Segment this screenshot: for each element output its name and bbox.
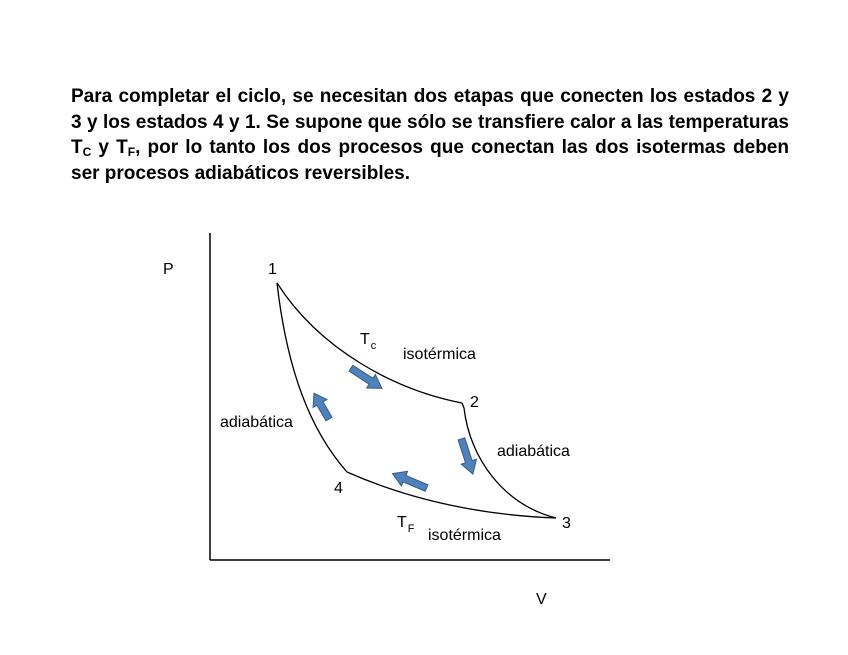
isotherm-hot-end-tick <box>462 403 464 408</box>
cold-temp-sub: F <box>407 523 415 535</box>
state-1-label: 1 <box>268 261 277 278</box>
hot-isotherm-label: isotérmica <box>403 346 476 363</box>
y-axis-label: P <box>163 261 174 278</box>
hot-temp-main: T <box>360 331 370 348</box>
subscript-f: F <box>127 145 136 159</box>
arrow-2-to-3 <box>454 436 481 476</box>
adiabat-left-curve <box>277 283 347 472</box>
right-adiabat-label: adiabática <box>497 443 570 460</box>
cold-temp-main: T <box>397 514 407 531</box>
hot-temperature-label <box>360 331 377 352</box>
x-axis-label: V <box>536 591 547 608</box>
paragraph-text-1: Para completar el ciclo, se necesitan dos etapas que conecten los estados 2 y 3 y los estados 4 y 1. Se supone que sólo se transfiere calor a las temperaturas T <box>71 86 789 158</box>
subscript-c: C <box>82 145 92 159</box>
state-2-label: 2 <box>470 394 479 411</box>
state-4-label: 4 <box>334 480 343 497</box>
cold-temperature-label <box>397 514 415 535</box>
state-3-label: 3 <box>562 515 571 532</box>
paragraph-text-3: , por lo tanto los dos procesos que conectan las dos isotermas deben ser procesos adiabáticos reversibles. <box>71 137 789 184</box>
left-adiabat-label: adiabática <box>220 414 293 431</box>
adiabat-right-curve <box>464 408 556 518</box>
cold-isotherm-label: isotérmica <box>428 527 501 544</box>
isotherm-cold-curve <box>347 472 556 518</box>
hot-temp-sub: c <box>370 340 377 352</box>
paragraph-text-2: y T <box>91 137 128 158</box>
